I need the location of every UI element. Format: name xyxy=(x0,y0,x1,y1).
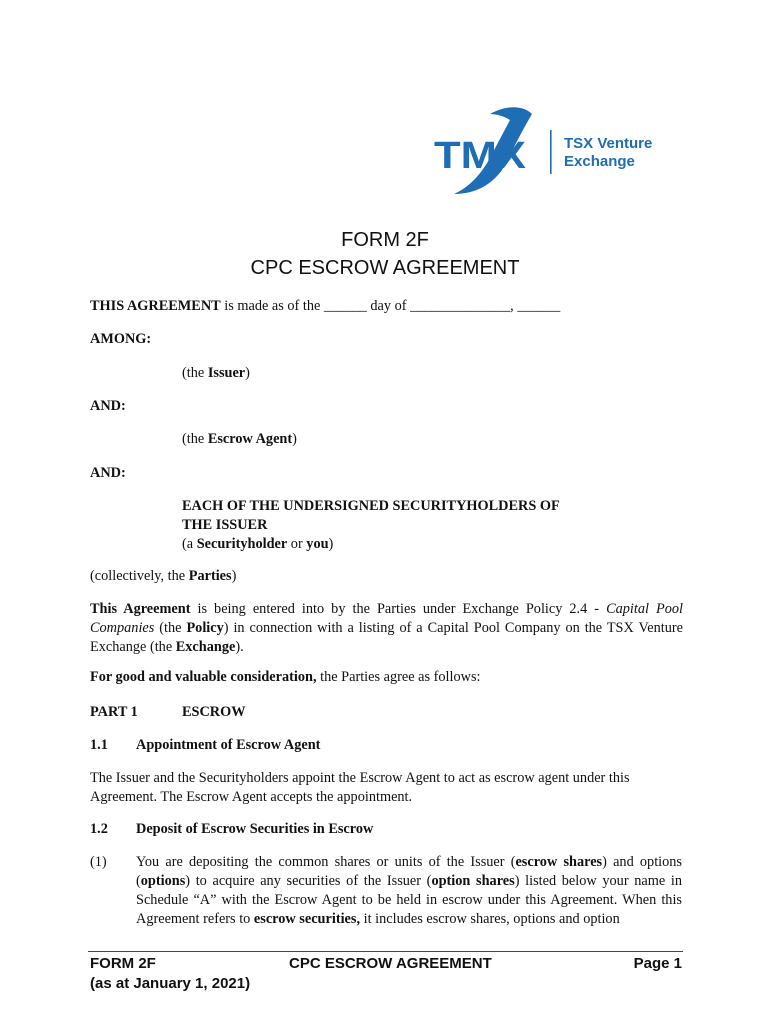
consideration-line: For good and valuable consideration, the Parties agree as follows: xyxy=(90,669,481,685)
and-label-1: AND: xyxy=(90,398,126,414)
agreement-title: CPC ESCROW AGREEMENT xyxy=(250,257,520,279)
section-1-2-title: Deposit of Escrow Securities in Escrow xyxy=(136,821,374,837)
footer-form-label: FORM 2F xyxy=(90,955,156,972)
footer-rule xyxy=(88,951,683,952)
part-number: PART 1 xyxy=(90,704,138,720)
logo-line2: Exchange xyxy=(564,153,635,170)
among-label: AMONG: xyxy=(90,331,152,347)
footer-date-label: (as at January 1, 2021) xyxy=(90,975,251,992)
escrow-agent-party: (the Escrow Agent) xyxy=(182,431,297,447)
footer-page-number: Page 1 xyxy=(633,955,682,972)
section-1-2-number: 1.2 xyxy=(90,821,108,837)
collective-parties: (collectively, the Parties) xyxy=(90,568,237,584)
and-label-2: AND: xyxy=(90,465,126,481)
logo-line1: TSX Venture xyxy=(564,135,653,152)
logo-brand-text: TMX xyxy=(434,135,527,177)
form-title: FORM 2F xyxy=(341,229,429,251)
logo-divider xyxy=(550,130,552,174)
subsection-1-body: You are depositing the common shares or units of the Issuer (escrow shares) and options (options) to acquire any securities of the Issuer (option shares) listed below your name in Schedule “A” with the Escrow Agent to be held in escrow under this Agreement. When this Agreement refers to escrow securities, it includes escrow shares, options and option xyxy=(136,854,682,927)
footer-title: CPC ESCROW AGREEMENT xyxy=(289,955,492,972)
issuer-party: (the Issuer) xyxy=(182,365,250,381)
section-1-1-body: The Issuer and the Securityholders appoint the Escrow Agent to act as escrow agent under this Agreement. The Escrow Agent accepts the appointment. xyxy=(90,770,630,805)
tsx-venture-exchange-logo xyxy=(432,104,664,198)
section-1-1-number: 1.1 xyxy=(90,737,108,753)
securityholders-party: EACH OF THE UNDERSIGNED SECURITYHOLDERS OF THE ISSUER (a Securityholder or you) xyxy=(182,498,560,552)
agreement-date-line: THIS AGREEMENT is made as of the ______ day of ______________, ______ xyxy=(90,298,561,314)
recital-paragraph: This Agreement is being entered into by the Parties under Exchange Policy 2.4 - Capital Pool Companies (the Policy) in connection with a listing of a Capital Pool Company on the TSX Venture Exchange (the Exchange). xyxy=(90,601,683,655)
subsection-1-number: (1) xyxy=(90,854,107,870)
part-title: ESCROW xyxy=(182,704,246,720)
section-1-1-title: Appointment of Escrow Agent xyxy=(136,737,321,753)
